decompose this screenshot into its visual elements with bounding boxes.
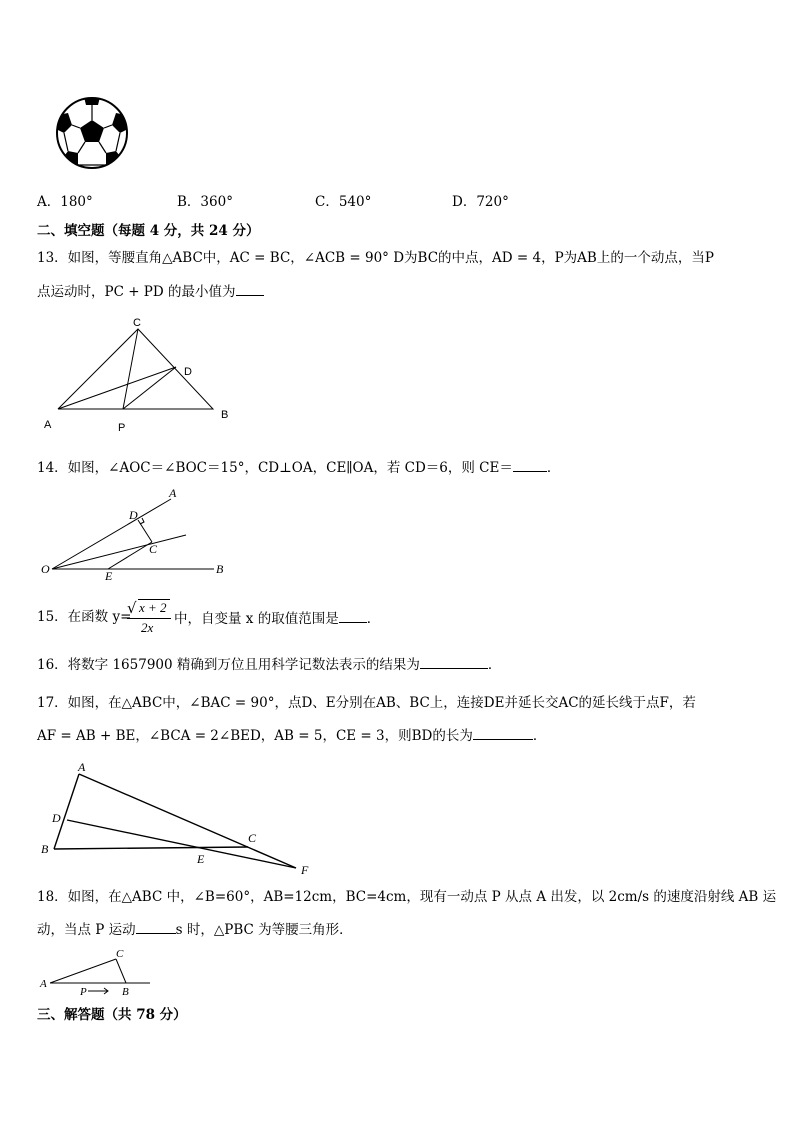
answer-blank: [339, 608, 367, 623]
label-c: C: [149, 542, 158, 556]
label-f: F: [301, 863, 309, 877]
q13-line1: 13．如图，等腰直角△ABC中，AC = BC，∠ACB = 90° D为BC的中点，AD = 4，P为AB上的一个动点，当P: [37, 250, 714, 266]
label-e: E: [105, 569, 113, 580]
label-c: C: [248, 831, 257, 845]
q15-line: [37, 608, 131, 626]
answer-blank: [136, 919, 176, 934]
option-c: C．540°: [315, 194, 372, 210]
option-d: D．720°: [452, 194, 509, 210]
label-a: A: [40, 978, 47, 990]
q13-figure: [38, 315, 238, 435]
q16-text: 16．将数字 1657900 精确到万位且用科学记数法表示的结果为: [37, 657, 420, 673]
answer-blank: [513, 457, 547, 472]
q18-line1: 18．如图，在△ABC 中，∠B=60°，AB=12cm，BC=4cm，现有一动点 P 从点 A 出发，以 2cm/s 的速度沿射线 AB 运: [37, 889, 777, 905]
q17-line1: 17．如图，在△ABC中，∠BAC = 90°，点D、E分别在AB、BC上，连接DE并延长交AC的延长线于点F，若: [37, 695, 696, 711]
q17-line2-text: AF = AB + BE，∠BCA = 2∠BED，AB = 5，CE = 3，则BD的长为: [37, 728, 473, 744]
label-a: A: [78, 760, 86, 774]
label-c: C: [133, 317, 141, 329]
q16-line: 16．将数字 1657900 精确到万位且用科学记数法表示的结果为 ．: [37, 654, 501, 674]
label-c: C: [116, 948, 124, 960]
q15-suffix: 中，自变量 x 的取值范围是: [174, 611, 339, 627]
q15-suffix-line: 中，自变量 x 的取值范围是 ．: [174, 608, 380, 628]
label-b: B: [216, 562, 224, 576]
label-d: D: [129, 508, 138, 522]
answer-blank: [420, 654, 488, 669]
q15-fraction: [127, 596, 171, 638]
section3-title: 三、解答题（共 78 分）: [37, 1007, 187, 1023]
label-e: E: [197, 852, 205, 866]
label-d: D: [52, 811, 61, 825]
denominator: 2x: [141, 620, 154, 635]
numerator: x + 2: [139, 600, 167, 615]
label-d: D: [184, 366, 192, 378]
q12-options: [37, 193, 757, 211]
label-b: B: [122, 986, 129, 998]
q18-line2a: 动，当点 P 运动: [37, 922, 136, 938]
answer-blank: [473, 725, 533, 740]
label-p: P: [80, 986, 87, 998]
q17-figure: [38, 758, 318, 878]
q14-text: 14．如图，∠AOC＝∠BOC＝15°，CD⊥OA，CE∥OA，若 CD＝6，则 CE＝: [37, 460, 513, 476]
q18-figure: [38, 945, 158, 1000]
soccer-ball-figure: [54, 95, 130, 171]
option-b: B．360°: [177, 194, 233, 210]
label-b: B: [41, 842, 49, 856]
option-a: A．180°: [37, 194, 93, 210]
q17-line2: AF = AB + BE，∠BCA = 2∠BED，AB = 5，CE = 3，则BD的长为 ．: [37, 725, 546, 745]
label-o: O: [41, 562, 50, 576]
q13-line2-text: 点运动时，PC + PD 的最小值为: [37, 284, 236, 300]
q14-figure: [38, 485, 238, 580]
answer-blank: [236, 281, 264, 296]
label-a: A: [44, 419, 52, 431]
sqrt-sign: √: [127, 599, 137, 617]
q18-line2b: s 时，△PBC 为等腰三角形．: [175, 922, 353, 938]
fraction-bar: [127, 618, 171, 619]
label-a: A: [169, 486, 177, 500]
q14-line: 14．如图，∠AOC＝∠BOC＝15°，CD⊥OA，CE∥OA，若 CD＝6，则 CE＝ ．: [37, 457, 560, 477]
label-p: P: [118, 422, 126, 434]
q13-line2: [37, 281, 264, 301]
label-b: B: [221, 409, 229, 421]
q18-line2: [37, 919, 353, 939]
q15-prefix: 15．在函数 y=: [37, 609, 132, 625]
section2-title: 二、填空题（每题 4 分，共 24 分）: [37, 223, 260, 239]
